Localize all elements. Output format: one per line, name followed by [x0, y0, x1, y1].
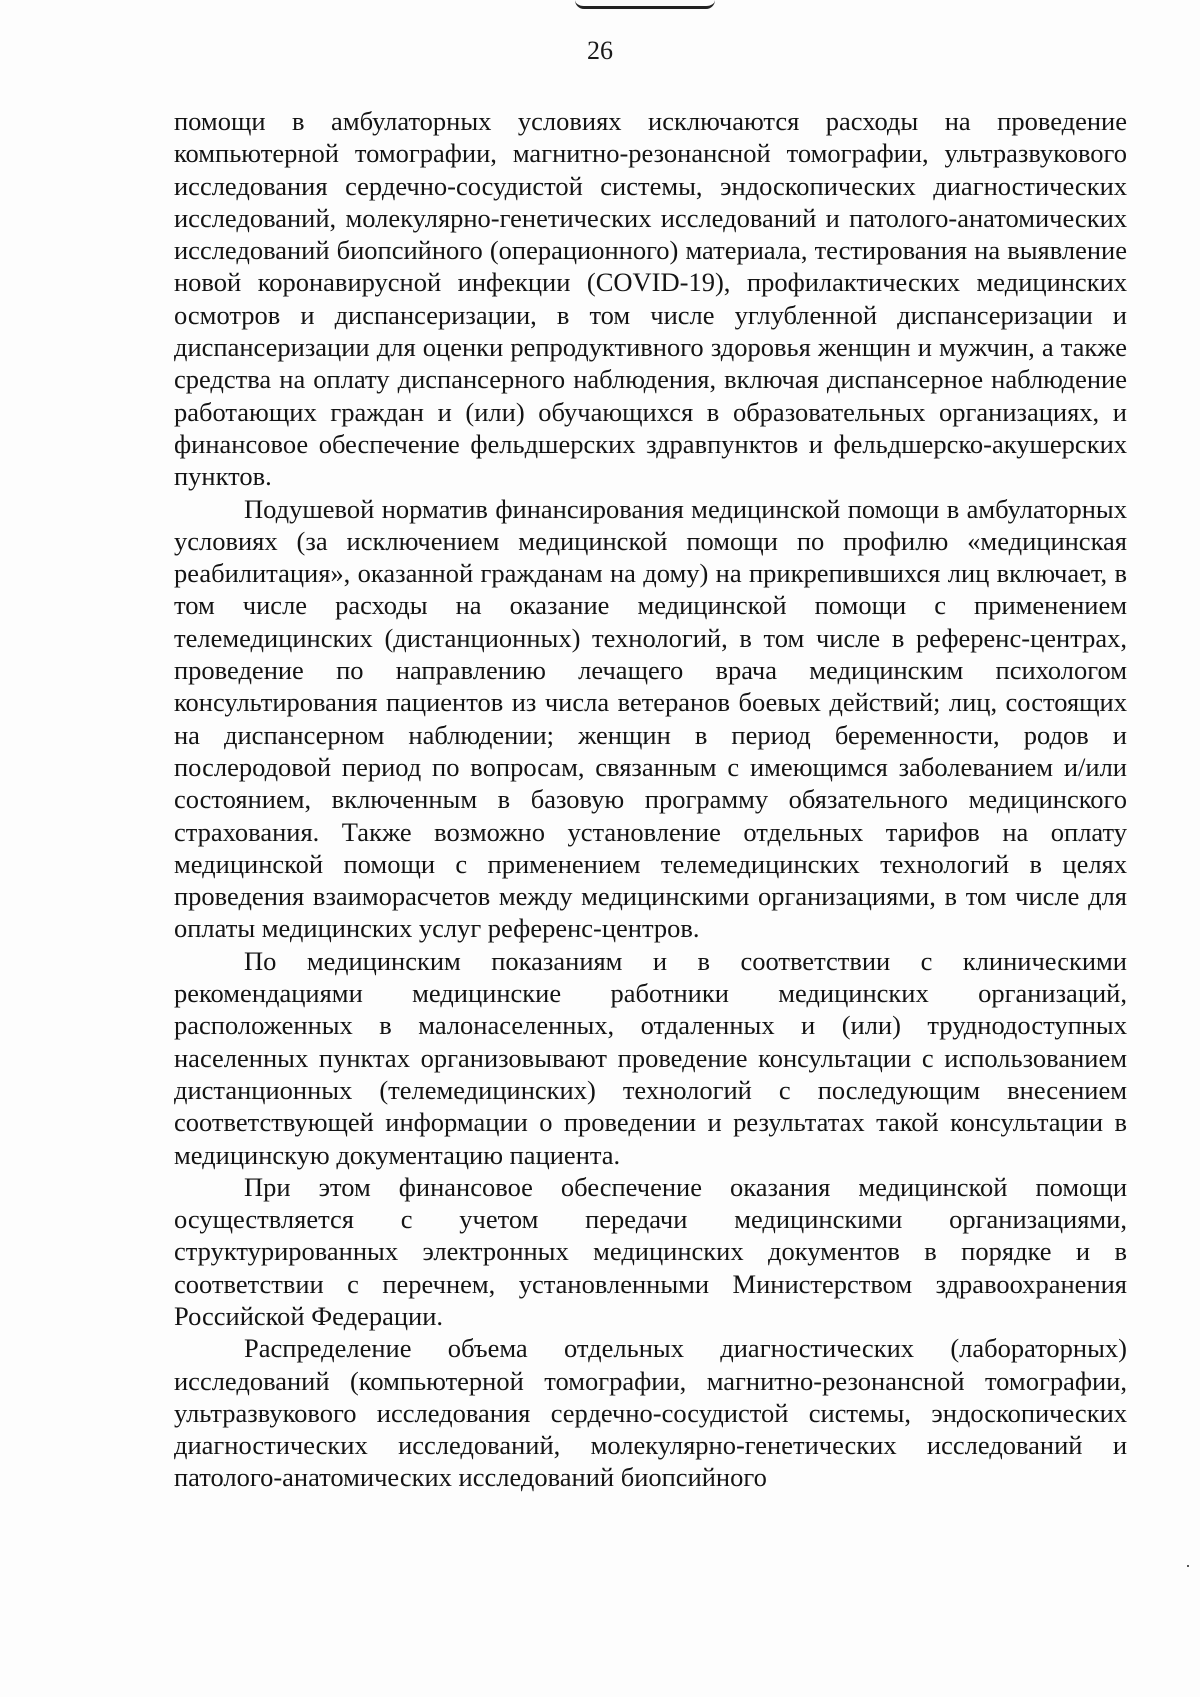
paragraph-continuation: помощи в амбулаторных условиях исключаются расходы на проведение компьютерной томографии, магнитно-резонансной томографии, ультразвукового исследования сердечно-сосудистой системы, эндоскопических диагностических исследований, молекулярно-генетических исследований и патолого-анатомических исследований биопсийного (операционного) материала, тестирования на выявление новой коронавирусной инфекции (COVID-19), профилактических медицинских осмотров и диспансеризации, в том числе углубленной диспансеризации и диспансеризации для оценки репродуктивного здоровья женщин и мужчин, а также средства на оплату диспансерного наблюдения, включая диспансерное наблюдение работающих граждан и (или) обучающихся в образовательных организациях, и финансовое обеспечение фельдшерских здравпунктов и фельдшерско-акушерских пунктов.: [174, 106, 1127, 492]
scan-speck: [1187, 1565, 1189, 1567]
scan-artifact-mark: [575, 0, 715, 9]
paragraph-medical-indications: По медицинским показаниям и в соответствии с клиническими рекомендациями медицинские работники медицинских организаций, расположенных в малонаселенных, отдаленных и (или) труднодоступных населенных пунктах организовывают проведение консультации с использованием дистанционных (телемедицинских) технологий с последующим внесением соответствующей информации о проведении и результатах такой консультации в медицинскую документацию пациента.: [174, 945, 1127, 1170]
paragraph-volume-distribution: Распределение объема отдельных диагностических (лабораторных) исследований (компьютерной томографии, магнитно-резонансной томографии, ультразвукового исследования сердечно-сосудистой системы, эндоскопических диагностических исследований, молекулярно-генетических исследований и патолого-анатомических исследований биопсийного: [174, 1333, 1127, 1493]
page-number: 26: [587, 36, 613, 65]
document-body: [174, 105, 1127, 1494]
paragraph-financial-support: При этом финансовое обеспечение оказания медицинской помощи осуществляется с учетом передачи медицинскими организациями, структурированных электронных медицинских документов в порядке и в соответствии с перечнем, установленными Министерством здравоохранения Российской Федерации.: [174, 1171, 1127, 1331]
paragraph-per-capita-standard: Подушевой норматив финансирования медицинской помощи в амбулаторных условиях (за исключением медицинской помощи по профилю «медицинская реабилитация», оказанной гражданам на дому) на прикрепившихся лиц включает, в том числе расходы на оказание медицинской помощи с применением телемедицинских (дистанционных) технологий, в том числе в референс-центрах, проведение по направлению лечащего врача медицинским психологом консультирования пациентов из числа ветеранов боевых действий; лиц, состоящих на диспансерном наблюдении; женщин в период беременности, родов и послеродовой период по вопросам, связанным с имеющимся заболеванием и/или состоянием, включенным в базовую программу обязательного медицинского страхования. Также возможно установление отдельных тарифов на оплату медицинской помощи с применением телемедицинских технологий в целях проведения взаиморасчетов между медицинскими организациями, в том числе для оплаты медицинских услуг референс-центров.: [174, 493, 1127, 944]
